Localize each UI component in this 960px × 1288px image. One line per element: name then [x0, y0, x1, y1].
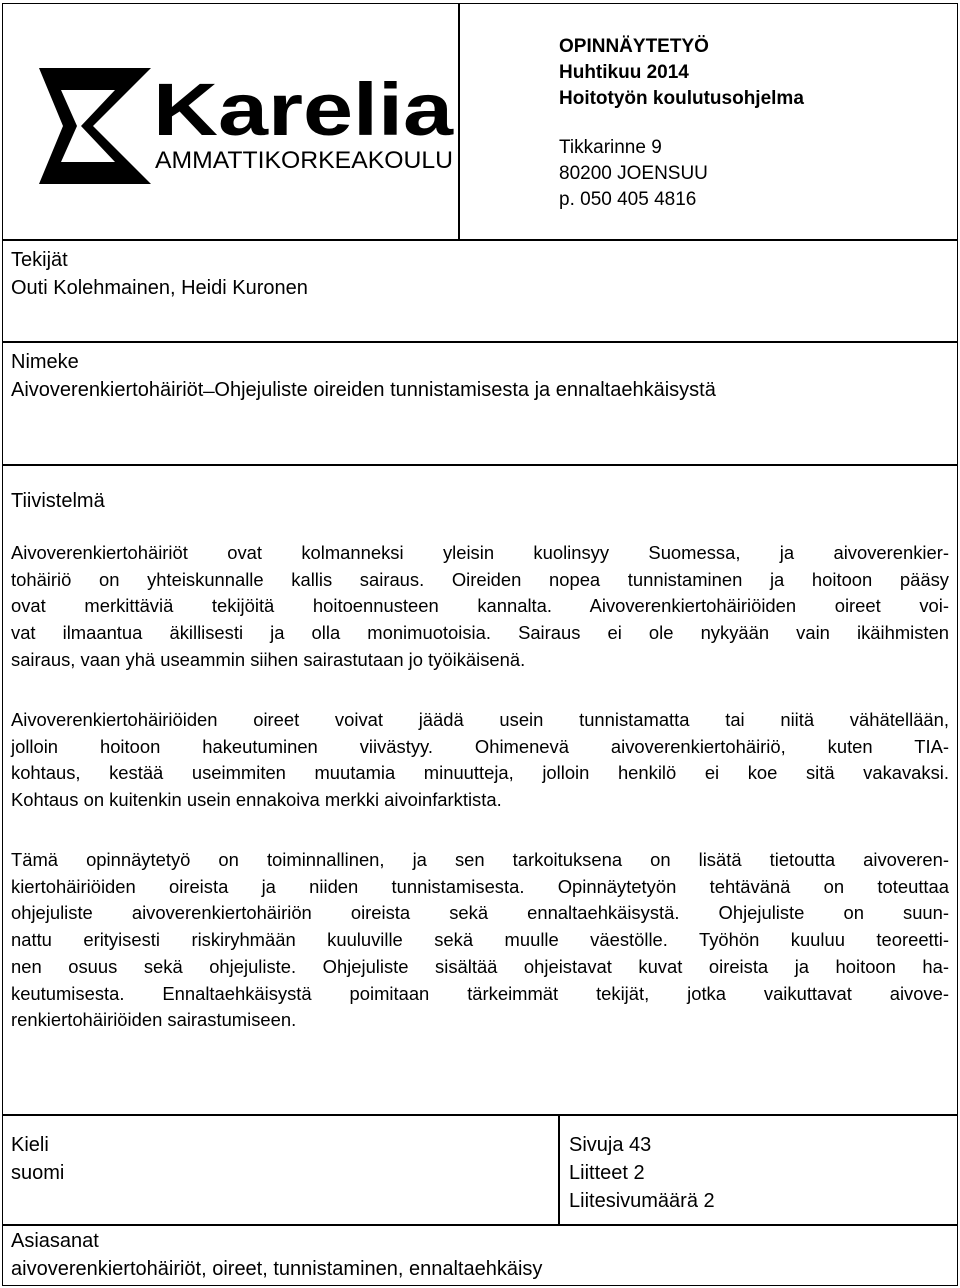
abstract-line: Aivoverenkiertohäiriöiden oireet voivat jäädä usein tunnistamatta tai niitä vähätellään,	[11, 709, 949, 730]
title-label: Nimeke	[11, 351, 79, 373]
degree-programme: Hoitotyön koulutusohjelma	[559, 88, 804, 109]
abstract-line: nattu erityisesti riskiryhmään kuuluville sekä muulle väestölle. Työhön kuuluu teoreetti-	[11, 929, 949, 951]
keywords-cell	[2, 1224, 958, 1286]
logo-cell	[2, 3, 460, 241]
abstract-line: Kohtaus on kuitenkin usein ennakoiva merkki aivoinfarktista.	[11, 789, 502, 811]
abstract-paragraph-2	[11, 707, 949, 814]
abstract-label: Tiivistelmä	[11, 490, 105, 512]
abstract-line: ovat merkittäviä tekijöitä hoitoennusteen kannalta. Aivoverenkiertohäiriöiden oireet voi-	[11, 595, 949, 617]
abstract-line: kohtaus, kestää useimmiten muutamia minuutteja, jolloin henkilö ei koe sitä vakavaksi.	[11, 762, 949, 784]
attachment-count: Liitteet 2	[569, 1162, 645, 1184]
karelia-mark-icon	[39, 68, 151, 184]
title-cell	[2, 341, 958, 466]
abstract-line: jolloin hoitoon hakeutuminen viivästyy. Ohimenevä aivoverenkiertohäiriö, kuten TIA-	[11, 735, 949, 757]
keywords-value: aivoverenkiertohäiriöt, oireet, tunnistaminen, ennaltaehkäisy	[11, 1258, 543, 1280]
language-cell	[2, 1114, 560, 1226]
abstract-line: kiertohäiriöiden oireista ja niiden tunnistamisesta. Opinnäytetyön tehtävänä on toteuttaa	[11, 875, 949, 897]
language-value: suomi	[11, 1162, 65, 1184]
abstract-line: vat ilmaantua äkillisesti ja olla monimuotoisia. Sairaus ei ole nykyään vain ikäihmisten	[11, 622, 949, 644]
authors-label: Tekijät	[11, 249, 68, 271]
abstract-paragraph-3	[11, 847, 949, 1034]
logo-wordmark: Karelia	[153, 68, 455, 151]
doc-date: Huhtikuu 2014	[559, 62, 689, 83]
page-count: Sivuja 43	[569, 1134, 652, 1156]
abstract-line: ohjejuliste aivoverenkiertohäiriön oireista sekä ennaltaehkäisystä. Ohjejuliste on suun-	[11, 902, 949, 924]
authors-value: Outi Kolehmainen, Heidi Kuronen	[11, 277, 308, 299]
abstract-line: sairaus, vaan yhä useammin siihen sairastutaan jo työikäisenä.	[11, 648, 526, 670]
header-titles	[559, 34, 804, 112]
karelia-logo	[3, 4, 459, 240]
logo-subtitle: AMMATTIKORKEAKOULU	[155, 147, 453, 174]
address-street: Tikkarinne 9	[559, 137, 662, 158]
pages-cell	[558, 1114, 958, 1226]
attachment-page-count: Liitesivumäärä 2	[569, 1190, 715, 1212]
doc-type: OPINNÄYTETYÖ	[559, 36, 709, 57]
title-value: Aivoverenkiertohäiriöt ̶ Ohjejuliste oireiden tunnistamisesta ja ennaltaehkäisystä	[11, 379, 716, 401]
address-block	[559, 135, 708, 213]
abstract-cell	[2, 464, 958, 1116]
language-label: Kieli	[11, 1134, 49, 1156]
address-city: 80200 JOENSUU	[559, 163, 708, 184]
abstract-line: Tämä opinnäytetyö on toiminnallinen, ja sen tarkoituksena on lisätä tietoutta aivoveren-	[11, 849, 949, 870]
authors-cell	[2, 239, 958, 343]
abstract-paragraph-1	[11, 540, 949, 674]
phone-number: p. 050 405 4816	[559, 189, 697, 210]
keywords-label: Asiasanat	[11, 1230, 99, 1252]
abstract-line: tohäiriö on yhteiskunnalle kallis sairaus. Oireiden nopea tunnistaminen ja hoitoon pääsy	[11, 568, 949, 590]
abstract-line: nen osuus sekä ohjejuliste. Ohjejuliste sisältää ohjeistavat kuvat oireista ja hoitoon ha-	[11, 955, 949, 977]
abstract-line: Aivoverenkiertohäiriöt ovat kolmanneksi yleisin kuolinsyy Suomessa, ja aivoverenkier-	[11, 542, 949, 563]
header-info-cell	[458, 3, 958, 241]
abstract-line: renkiertohäiriöiden sairastumiseen.	[11, 1009, 297, 1031]
abstract-line: keutumisesta. Ennaltaehkäisystä poimitaan tärkeimmät tekijät, jotka vaikuttavat aivove-	[11, 982, 949, 1004]
